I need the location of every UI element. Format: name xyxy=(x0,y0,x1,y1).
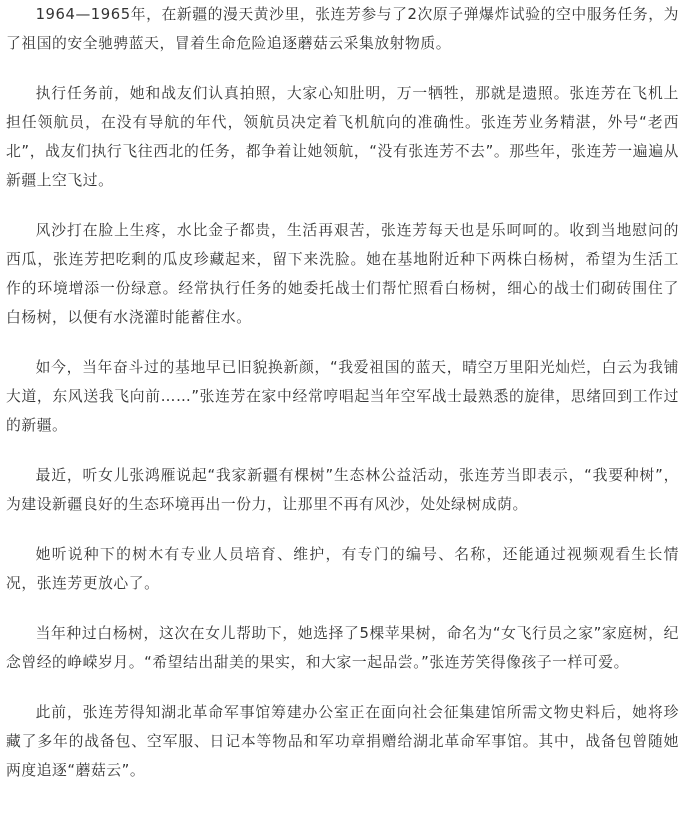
article-body xyxy=(6,0,679,806)
paragraph-1: 1964—1965年，在新疆的漫天黄沙里，张连芳参与了2次原子弹爆炸试验的空中服务任务，为了祖国的安全驰骋蓝天，冒着生命危险追逐蘑菇云采集放射物质。 xyxy=(6,6,679,52)
paragraph-5: 最近，听女儿张鸿雁说起“我家新疆有棵树”生态林公益活动，张连芳当即表示，“我要种树”，为建设新疆良好的生态环境再出一份力，让那里不再有风沙，处处绿树成荫。 xyxy=(6,467,679,513)
paragraph-8: 此前，张连芳得知湖北革命军事馆筹建办公室正在面向社会征集建馆所需文物史料后，她将珍藏了多年的战备包、空军服、日记本等物品和军功章捐赠给湖北革命军事馆。其中，战备包曾随她两度追逐“蘑菇云”。 xyxy=(6,704,679,779)
paragraph-6: 她听说种下的树木有专业人员培育、维护，有专门的编号、名称，还能通过视频观看生长情况，张连芳更放心了。 xyxy=(6,546,679,592)
paragraph-4: 如今，当年奋斗过的基地早已旧貌换新颜，“我爱祖国的蓝天，晴空万里阳光灿烂，白云为我铺大道，东风送我飞向前……”张连芳在家中经常哼唱起当年空军战士最熟悉的旋律，思绪回到工作过的新疆。 xyxy=(6,359,679,434)
paragraph-2: 执行任务前，她和战友们认真拍照，大家心知肚明，万一牺牲，那就是遗照。张连芳在飞机上担任领航员，在没有导航的年代，领航员决定着飞机航向的准确性。张连芳业务精湛，外号“老西北”，战友们执行飞往西北的任务，都争着让她领航，“没有张连芳不去”。那些年，张连芳一遍遍从新疆上空飞过。 xyxy=(6,85,679,189)
paragraph-3: 风沙打在脸上生疼，水比金子都贵，生活再艰苦，张连芳每天也是乐呵呵的。收到当地慰问的西瓜，张连芳把吃剩的瓜皮珍藏起来，留下来洗脸。她在基地附近种下两株白杨树，希望为生活工作的环境增添一份绿意。经常执行任务的她委托战士们帮忙照看白杨树，细心的战士们砌砖围住了白杨树，以便有水浇灌时能蓄住水。 xyxy=(6,222,679,326)
paragraph-7: 当年种过白杨树，这次在女儿帮助下，她选择了5棵苹果树，命名为“女飞行员之家”家庭树，纪念曾经的峥嵘岁月。“希望结出甜美的果实，和大家一起品尝。”张连芳笑得像孩子一样可爱。 xyxy=(6,625,679,671)
